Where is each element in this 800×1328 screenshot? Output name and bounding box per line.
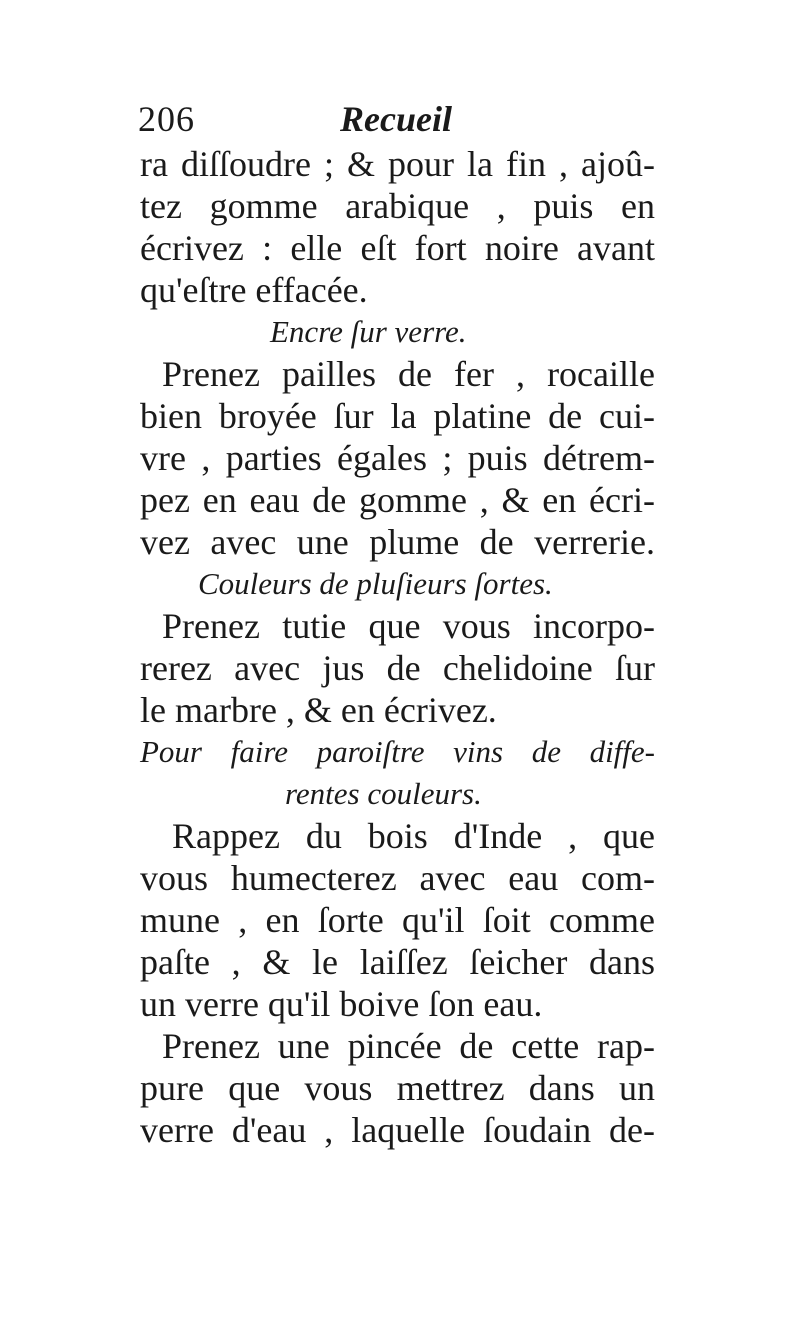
- text-line: rerez avec jus de chelidoine ſur: [140, 648, 655, 688]
- page-text: [140, 143, 655, 1151]
- text-line: qu'eſtre effacée.: [140, 270, 368, 310]
- section-heading: Pour faire paroiſtre vins de diffe-: [140, 734, 655, 769]
- text-line: tez gomme arabique , puis en: [140, 186, 655, 226]
- text-line: paſte , & le laiſſez ſeicher dans: [140, 942, 655, 982]
- text-line: verre d'eau , laquelle ſoudain de-: [140, 1110, 655, 1150]
- text-line: vous humecterez avec eau com-: [140, 858, 655, 898]
- text-line: écrivez : elle eſt fort noire avant: [140, 228, 655, 268]
- text-line: vre , parties égales ; puis détrem-: [140, 438, 655, 478]
- text-line: Rappez du bois d'Inde , que: [172, 816, 655, 856]
- text-line: bien broyée ſur la platine de cui-: [140, 396, 655, 436]
- section-heading: Encre ſur verre.: [270, 314, 467, 349]
- page-number: 206: [138, 99, 195, 139]
- running-head: Recueil: [340, 99, 452, 139]
- text-line: vez avec une plume de verrerie.: [140, 522, 655, 562]
- text-line: ra diſſoudre ; & pour la fin , ajoû-: [140, 144, 655, 184]
- text-line: pez en eau de gomme , & en écri-: [140, 480, 655, 520]
- section-heading: Couleurs de pluſieurs ſortes.: [198, 566, 553, 601]
- text-line: Prenez pailles de fer , rocaille: [162, 354, 655, 394]
- text-line: Prenez une pincée de cette rap-: [162, 1026, 655, 1066]
- page-header: [138, 96, 658, 142]
- text-line: pure que vous mettrez dans un: [140, 1068, 655, 1108]
- text-line: un verre qu'il boive ſon eau.: [140, 984, 543, 1024]
- text-line: Prenez tutie que vous incorpo-: [162, 606, 655, 646]
- text-line: le marbre , & en écrivez.: [140, 690, 497, 730]
- section-heading: rentes couleurs.: [285, 776, 482, 811]
- text-line: mune , en ſorte qu'il ſoit comme: [140, 900, 655, 940]
